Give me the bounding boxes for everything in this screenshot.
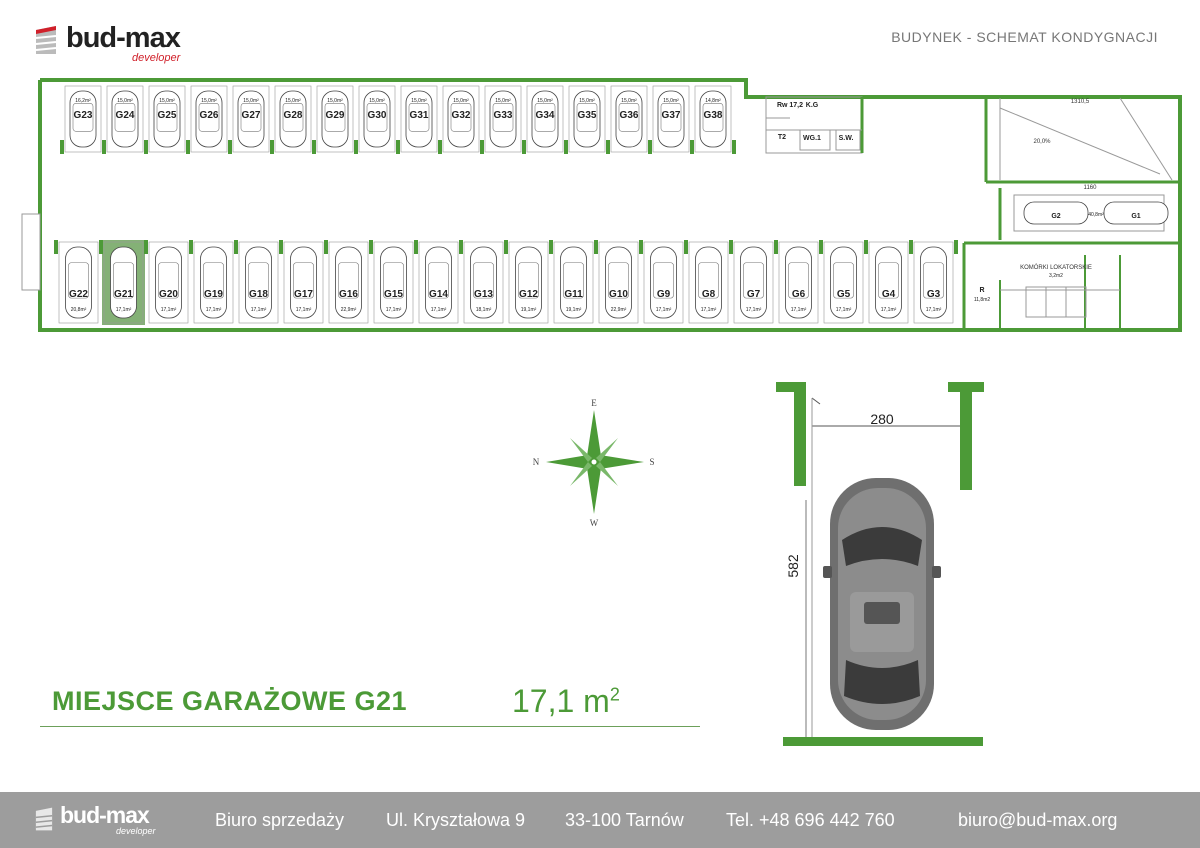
space-area: 17,1m² (205, 307, 222, 313)
parking-space-g26 (191, 86, 227, 152)
space-area: 17,1m² (160, 307, 177, 313)
space-label: G27 (241, 110, 261, 121)
pillar (354, 140, 358, 154)
space-label: G18 (249, 289, 268, 300)
parking-space-g14 (419, 242, 458, 323)
pillar (60, 140, 64, 154)
storage-area: 3,2m2 (1049, 273, 1063, 279)
compass-rose-icon (546, 410, 644, 514)
space-area: 17,1m² (250, 307, 267, 313)
pillar (144, 240, 148, 254)
space-area: 16,2m² (75, 98, 91, 104)
pillar (144, 140, 148, 154)
footer-bar (0, 792, 1200, 848)
g1-g2-area: 40,8m² (1088, 212, 1104, 218)
space-area: 17,1m² (925, 307, 942, 313)
pillar (690, 140, 694, 154)
pillar (648, 140, 652, 154)
space-area: 20,8m² (70, 307, 87, 313)
space-area: 17,1m² (430, 307, 447, 313)
space-label: G30 (367, 110, 387, 121)
space-label: G21 (114, 289, 133, 300)
space-area: 15,0m² (243, 98, 259, 104)
t2-room-label: T2 (777, 134, 787, 141)
r-room-label: R (979, 287, 985, 294)
pillar (234, 240, 238, 254)
space-area: 19,1m² (565, 307, 582, 313)
ramp-slope: 20,0% (1033, 139, 1051, 145)
footer-email[interactable]: biuro@bud-max.org (958, 810, 1118, 830)
parking-space-g36 (611, 86, 647, 152)
space-area: 22,9m² (610, 307, 627, 313)
space-label: G25 (157, 110, 177, 121)
parking-space-g10 (599, 242, 638, 323)
footer-logo-icon (34, 806, 54, 832)
parking-space-g9 (644, 242, 683, 323)
space-label: G31 (409, 110, 429, 121)
pillar (480, 140, 484, 154)
g2-label: G2 (1051, 213, 1061, 220)
pillar (504, 240, 508, 254)
space-area: 15,0m² (285, 98, 301, 104)
space-area: 14,8m² (705, 98, 721, 104)
pillar (522, 140, 526, 154)
space-area: 17,1m² (295, 307, 312, 313)
footer-logo-sub: developer (116, 826, 156, 836)
space-label: G24 (115, 110, 135, 121)
space-area: 17,1m² (700, 307, 717, 313)
compass-w: W (589, 518, 599, 528)
space-area: 15,0m² (621, 98, 637, 104)
logo-sub-text: developer (132, 52, 181, 64)
footer-street: Ul. Kryształowa 9 (386, 810, 526, 830)
footer-office: Biuro sprzedaży (215, 810, 345, 830)
document-title: BUDYNEK - SCHEMAT KONDYGNACJI (891, 29, 1158, 45)
parking-space-g30 (359, 86, 395, 152)
pillar (414, 240, 418, 254)
space-label: G13 (474, 289, 493, 300)
space-label: G38 (703, 110, 723, 121)
parking-space-g34 (527, 86, 563, 152)
parking-space-g21 (102, 240, 145, 325)
spot-area (512, 683, 620, 720)
parking-space-g6 (779, 242, 818, 323)
space-area: 19,1m² (520, 307, 537, 313)
pillar (819, 240, 823, 254)
space-area: 15,0m² (327, 98, 343, 104)
parking-space-g8 (689, 242, 728, 323)
pillar (732, 140, 736, 154)
pillar (684, 240, 688, 254)
parking-space-g37 (653, 86, 689, 152)
space-area: 15,0m² (495, 98, 511, 104)
hall-width: 1160 (1083, 185, 1097, 191)
space-area: 17,1m² (655, 307, 672, 313)
parking-space-g19 (194, 242, 233, 323)
space-label: G8 (701, 289, 716, 300)
footer-city: 33-100 Tarnów (565, 810, 684, 830)
space-area: 15,0m² (411, 98, 427, 104)
footer-logo-brand: bud-max (60, 802, 149, 828)
parking-space-g16 (329, 242, 368, 323)
parking-space-g22 (59, 242, 98, 323)
footer-phone[interactable]: Tel. +48 696 442 760 (726, 810, 895, 830)
pillar (189, 240, 193, 254)
space-area: 17,1m² (835, 307, 852, 313)
parking-space-g25 (149, 86, 185, 152)
space-label: G14 (429, 289, 448, 300)
space-area: 17,1m² (385, 307, 402, 313)
pillar (99, 240, 103, 254)
pillar (774, 240, 778, 254)
space-area: 17,1m² (745, 307, 762, 313)
pillar (549, 240, 553, 254)
space-area: 17,1m² (880, 307, 897, 313)
space-label: G37 (661, 110, 681, 121)
pillar (564, 140, 568, 154)
pillar (729, 240, 733, 254)
space-label: G16 (339, 289, 358, 300)
space-label: G20 (159, 289, 178, 300)
parking-space-g31 (401, 86, 437, 152)
pillar (369, 240, 373, 254)
parking-space-g18 (239, 242, 278, 323)
space-label: G35 (577, 110, 597, 121)
space-label: G11 (564, 289, 583, 300)
parking-space-g32 (443, 86, 479, 152)
parking-space-g12 (509, 242, 548, 323)
space-label: G28 (283, 110, 303, 121)
space-label: G26 (199, 110, 219, 121)
space-area: 15,0m² (117, 98, 133, 104)
space-label: G4 (881, 289, 896, 300)
sw-room-label: S.W. (838, 135, 854, 142)
space-label: G22 (69, 289, 88, 300)
pillar (396, 140, 400, 154)
compass-e: E (591, 398, 597, 408)
parking-space-g35 (569, 86, 605, 152)
pillar (102, 140, 106, 154)
parking-space-g15 (374, 242, 413, 323)
parking-space-g20 (149, 242, 188, 323)
space-label: G10 (609, 289, 628, 300)
pillar (864, 240, 868, 254)
parking-space-g4 (869, 242, 908, 323)
spot-length-label: 582 (785, 554, 801, 578)
space-label: G34 (535, 110, 555, 121)
pillar (594, 240, 598, 254)
parking-space-g33 (485, 86, 521, 152)
footer-logo (34, 802, 174, 840)
space-area: 17,1m² (790, 307, 807, 313)
space-area: 15,0m² (453, 98, 469, 104)
spot-area-value: 17,1 m (512, 683, 610, 719)
space-label: G32 (451, 110, 471, 121)
stair-label: Rw 17,2 (776, 102, 804, 109)
space-area: 15,0m² (579, 98, 595, 104)
wg-room-label: WG.1 (803, 135, 821, 142)
space-label: G23 (73, 110, 93, 121)
r-room-area: 11,8m2 (973, 297, 991, 303)
pillar (54, 240, 58, 254)
parking-spot-detail (776, 382, 984, 746)
parking-space-g7 (734, 242, 773, 323)
space-label: G36 (619, 110, 639, 121)
pillar (438, 140, 442, 154)
space-area: 18,1m² (475, 307, 492, 313)
pillar (270, 140, 274, 154)
pillar (228, 140, 232, 154)
title-underline (40, 726, 700, 727)
compass-s: S (649, 457, 655, 467)
spot-title: MIEJSCE GARAŻOWE G21 (52, 686, 408, 716)
parking-space-g27 (233, 86, 269, 152)
parking-space-g28 (275, 86, 311, 152)
logo-brand-text: bud-max (66, 22, 180, 54)
pillar (279, 240, 283, 254)
pillar (312, 140, 316, 154)
pillar (324, 240, 328, 254)
g1-label: G1 (1131, 213, 1141, 220)
space-area: 15,0m² (369, 98, 385, 104)
pillar (186, 140, 190, 154)
space-area: 15,0m² (201, 98, 217, 104)
parking-space-g13 (464, 242, 503, 323)
pillar (909, 240, 913, 254)
parking-space-g24 (107, 86, 143, 152)
space-area: 15,0m² (537, 98, 553, 104)
parking-space-g29 (317, 86, 353, 152)
ramp-length: 1310,5 (1070, 99, 1090, 105)
space-label: G6 (791, 289, 806, 300)
car-illustration-icon (823, 478, 941, 730)
compass-n: N (532, 457, 540, 467)
space-label: G9 (656, 289, 671, 300)
parking-space-g5 (824, 242, 863, 323)
parking-space-g3 (914, 242, 953, 323)
spot-width-label: 280 (870, 411, 894, 427)
space-label: G17 (294, 289, 313, 300)
parking-space-g17 (284, 242, 323, 323)
space-label: G7 (746, 289, 761, 300)
space-label: G3 (926, 289, 941, 300)
space-area: 22,9m² (340, 307, 357, 313)
space-label: G33 (493, 110, 513, 121)
spot-area-unit: 2 (609, 684, 620, 705)
space-label: G29 (325, 110, 345, 121)
space-label: G12 (519, 289, 538, 300)
space-area: 15,0m² (159, 98, 175, 104)
space-label: G19 (204, 289, 223, 300)
space-label: G5 (836, 289, 851, 300)
pillar (639, 240, 643, 254)
pillar (459, 240, 463, 254)
pillar (954, 240, 958, 254)
space-area: 15,0m² (663, 98, 679, 104)
parking-space-g23 (65, 86, 101, 152)
space-area: 17,1m² (115, 307, 132, 313)
space-label: G15 (384, 289, 403, 300)
storage-label: KOMÓRKI LOKATORSKIE (1020, 265, 1092, 271)
parking-space-g38 (695, 86, 731, 152)
pillar (606, 140, 610, 154)
parking-space-g11 (554, 242, 593, 323)
kg-room-label: K.G (805, 102, 819, 109)
